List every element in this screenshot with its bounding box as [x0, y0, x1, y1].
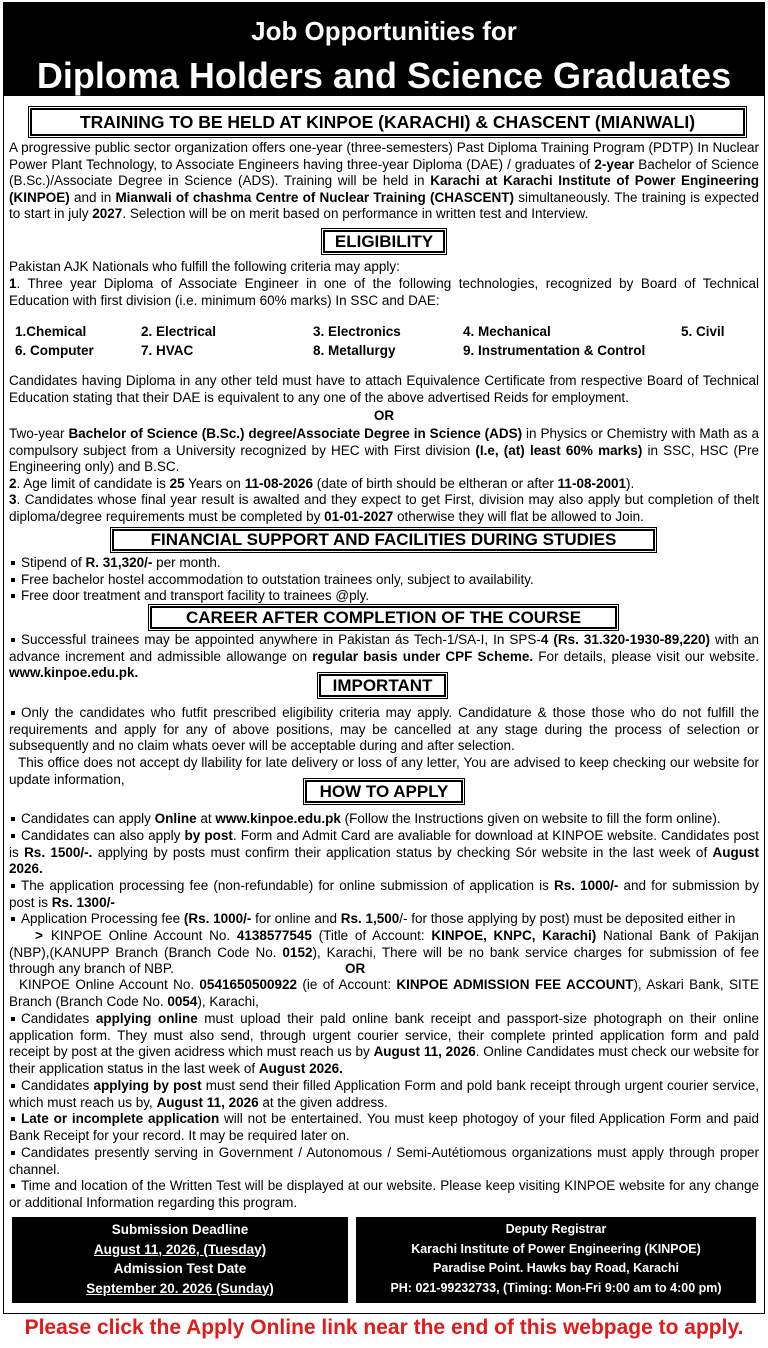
- deadline-box: [12, 1217, 348, 1303]
- bullet-icon: [11, 817, 15, 821]
- arrow-icon: >: [35, 928, 43, 943]
- important-paragraph-1: Only the candidates who futfit prescribed eligibility criteria may apply. Candidature & those those who do not fulfill the requirements and apply for any of above positions, may be cancelled at any stage during the process of selection or subsequently and no claim whats oever will be acceptable during and after selection.: [9, 705, 759, 754]
- serving-candidates-item: Candidates presently serving in Government / Autonomous / Semi-Autétiomous organizations must apply through proper channel.: [9, 1145, 759, 1177]
- technology-item: 9. Instrumentation & Control: [463, 343, 646, 358]
- apply-online-note: Please click the Apply Online link near the end of this webpage to apply.: [24, 1316, 744, 1339]
- bullet-icon: [11, 561, 15, 565]
- how-to-apply-heading: HOW TO APPLY: [305, 780, 463, 803]
- technology-item: 8. Metallurgy: [313, 343, 396, 358]
- bullet-icon: [11, 1117, 15, 1121]
- bullet-icon: [11, 834, 15, 838]
- criterion-1: 1. Three year Diploma of Associate Engineer in one of the following technologies, recognized by Board of Technical Education with first division (i.e. minimum 60% marks) In SSC and DAE:: [9, 276, 759, 308]
- bullet-icon: [11, 1084, 15, 1088]
- ad-header: [3, 2, 765, 96]
- career-paragraph: Successful trainees may be appointed anywhere in Pakistan ás Tech-1/SA-I, In SPS-4 (Rs. 31.320-1930-89,220) with an advance increment and admissible allowange on regular basis under CPF Scheme. For details, please visit our website. www.kinpoe.edu.pk.: [9, 632, 759, 681]
- bullet-icon: [11, 917, 15, 921]
- online-applicants-item: Candidates applying online must upload their pald online bank receipt and passport-size photograph on their online application form. They must also send, through urgent courier service, their complete printed application form and pald receipt by post at the given acidress which must reach us by August 11, 2026. Online Candidates must check our website for their application status in the last week of August 2026.: [9, 1011, 759, 1076]
- contact-box: [356, 1217, 756, 1303]
- contact-institute: Karachi Institute of Power Engineering (KINPOE): [411, 1241, 701, 1256]
- technology-item: 2. Electrical: [141, 324, 217, 339]
- stipend-item: Stipend of R. 31,320/- per month.: [9, 555, 221, 572]
- header-line-2: Diploma Holders and Science Graduates: [36, 55, 732, 96]
- deadline-date: August 11, 2026, (Tuesday): [93, 1241, 267, 1257]
- header-line-1: Job Opportunities for: [251, 16, 517, 46]
- contact-address: Paradise Point. Hawks bay Road, Karachi: [433, 1261, 679, 1275]
- processing-fee-item: The application processing fee (non-refundable) for online submission of application is Rs. 1000/- and for submission by post is Rs. 1300/-: [9, 878, 759, 910]
- bullet-icon: [11, 1017, 15, 1021]
- technology-item: 1.Chemical: [15, 324, 87, 339]
- bullet-icon: [11, 594, 15, 598]
- training-heading: TRAINING TO BE HELD AT KINPOE (KARACHI) & CHASCENT (MIANWALI): [30, 108, 745, 136]
- career-heading: CAREER AFTER COMPLETION OF THE COURSE: [150, 606, 617, 629]
- intro-paragraph: A progressive public sector organization offers one-year (three-semesters) Past Diploma Training Program (PDTP) In Nuclear Power Plant Technology, to Associate Engineers having three-year Diploma (DAE) / graduates of 2-year Bachelor of Science (B.Sc.)/Associate Degree in Science (ADS). Training will be held in Karachi at Karachi Institute of Power Engineering (KINPOE) and in Mianwali of chashma Centre of Nuclear Training (CHASCENT) simultaneously. The training is expected to start in july 2027. Selection will be on merit based on performance in written test and Interview.: [9, 140, 760, 222]
- apply-online-item: Candidates can apply Online at www.kinpoe.edu.pk (Follow the Instructions given on website to fill the form online).: [9, 811, 759, 828]
- nbp-account: > KINPOE Online Account No. 4138577545 (Title of Account: KINPOE, KNPC, Karachi) National Bank of Pakijan (NBP),(KANUPP Branch (Branch Code No. 0152), Karachi, There will be no bank service charges for submission of fee through any branch of NBP.: [9, 928, 759, 977]
- test-date: September 20. 2026 (Sunday): [86, 1280, 274, 1296]
- bullet-icon: [11, 638, 15, 642]
- equivalence-note: Candidates having Diploma in any other teld must have to attach Equivalence Certificate from respective Board of Technical Education stating that their DAE is equivalent to any one of the above advertised Reids for employment.: [9, 373, 759, 405]
- contact-title: Deputy Registrar: [505, 1222, 607, 1236]
- fee-deposit-item: Application Processing fee (Rs. 1000/- for online and Rs. 1,500/- for those applying by post) must be deposited either in: [9, 911, 735, 928]
- eligibility-heading: ELIGIBILITY: [323, 230, 445, 253]
- technology-item: 5. Civil: [681, 324, 725, 339]
- bullet-icon: [11, 884, 15, 888]
- technology-item: 3. Electronics: [313, 324, 401, 339]
- important-heading: IMPORTANT: [319, 674, 446, 697]
- bullet-icon: [11, 1151, 15, 1155]
- technology-item: 6. Computer: [15, 343, 94, 358]
- contact-phone: PH: 021-99232733, (Timing: Mon-Fri 9:00 am to 4:00 pm): [390, 1280, 722, 1295]
- eligibility-lead: Pakistan AJK Nationals who fulfill the following criteria may apply:: [9, 259, 400, 274]
- bullet-icon: [11, 578, 15, 582]
- technology-item: 4. Mechanical: [463, 324, 551, 339]
- financial-heading: FINANCIAL SUPPORT AND FACILITIES DURING STUDIES: [112, 529, 655, 551]
- askari-account: KINPOE Online Account No. 0541650500922 (ie of Account: KINPOE ADMISSION FEE ACCOUNT), Askari Bank, SITE Branch (Branch Code No. 0054), Karachi,: [9, 977, 759, 1009]
- post-applicants-item: Candidates applying by post must send their filled Application Form and pold bank receipt through urgent courier service, which must reach us by, August 11, 2026 at the given address.: [9, 1078, 759, 1110]
- or-separator-2: OR: [345, 961, 366, 976]
- treatment-item: Free door treatment and transport facility to trainees @ply.: [9, 588, 369, 605]
- test-date-label: Admission Test Date: [113, 1261, 247, 1276]
- bullet-icon: [11, 711, 15, 715]
- hostel-item: Free bachelor hostel accommodation to outstation trainees only, subject to availability.: [9, 572, 534, 589]
- apply-by-post-item: Candidates can also apply by post. Form and Admit Card are avaliable for download at KINPOE website. Candidates post is Rs. 1500/-. applying by posts must confirm their application status by checking Sór website in the last week of August 2026.: [9, 828, 760, 877]
- or-separator: OR: [373, 408, 395, 423]
- deadline-label: Submission Deadline: [111, 1222, 249, 1237]
- criterion-3: 3. Candidates whose final year result is awalted and they expect to get First, division may also apply but completion of thelt diploma/degree requirements must be completed by 01-01-2027 otherwise they will flat be allowed to Join.: [9, 492, 759, 524]
- written-test-item: Time and location of the Written Test will be displayed at our website. Please keep visiting KINPOE website for any change or additional Information regarding this program.: [9, 1178, 759, 1210]
- technology-item: 7. HVAC: [141, 343, 194, 358]
- bsc-criterion: Two-year Bachelor of Science (B.Sc.) degree/Associate Degree in Science (ADS) in Physics or Chemistry with Math as a compulsory subject from a University recognized by HEC with First division (I.e, (at) least 60% marks) in SSC, HSC (Pre Engineering only) and B.SC.: [9, 426, 759, 475]
- important-paragraph-2: This office does not accept dy llability for late delivery or loss of any letter, You are advised to keep checking our website for update information,: [9, 755, 759, 787]
- criterion-2: 2. Age limit of candidate is 25 Years on 11-08-2026 (date of birth should be eltheran or after 11-08-2001).: [9, 476, 635, 491]
- late-application-item: Late or incomplete application will not be entertained. You must keep photogoy of your filed Application Form and paid Bank Receipt for your record. It may be required later on.: [9, 1111, 759, 1143]
- bullet-icon: [11, 1184, 15, 1188]
